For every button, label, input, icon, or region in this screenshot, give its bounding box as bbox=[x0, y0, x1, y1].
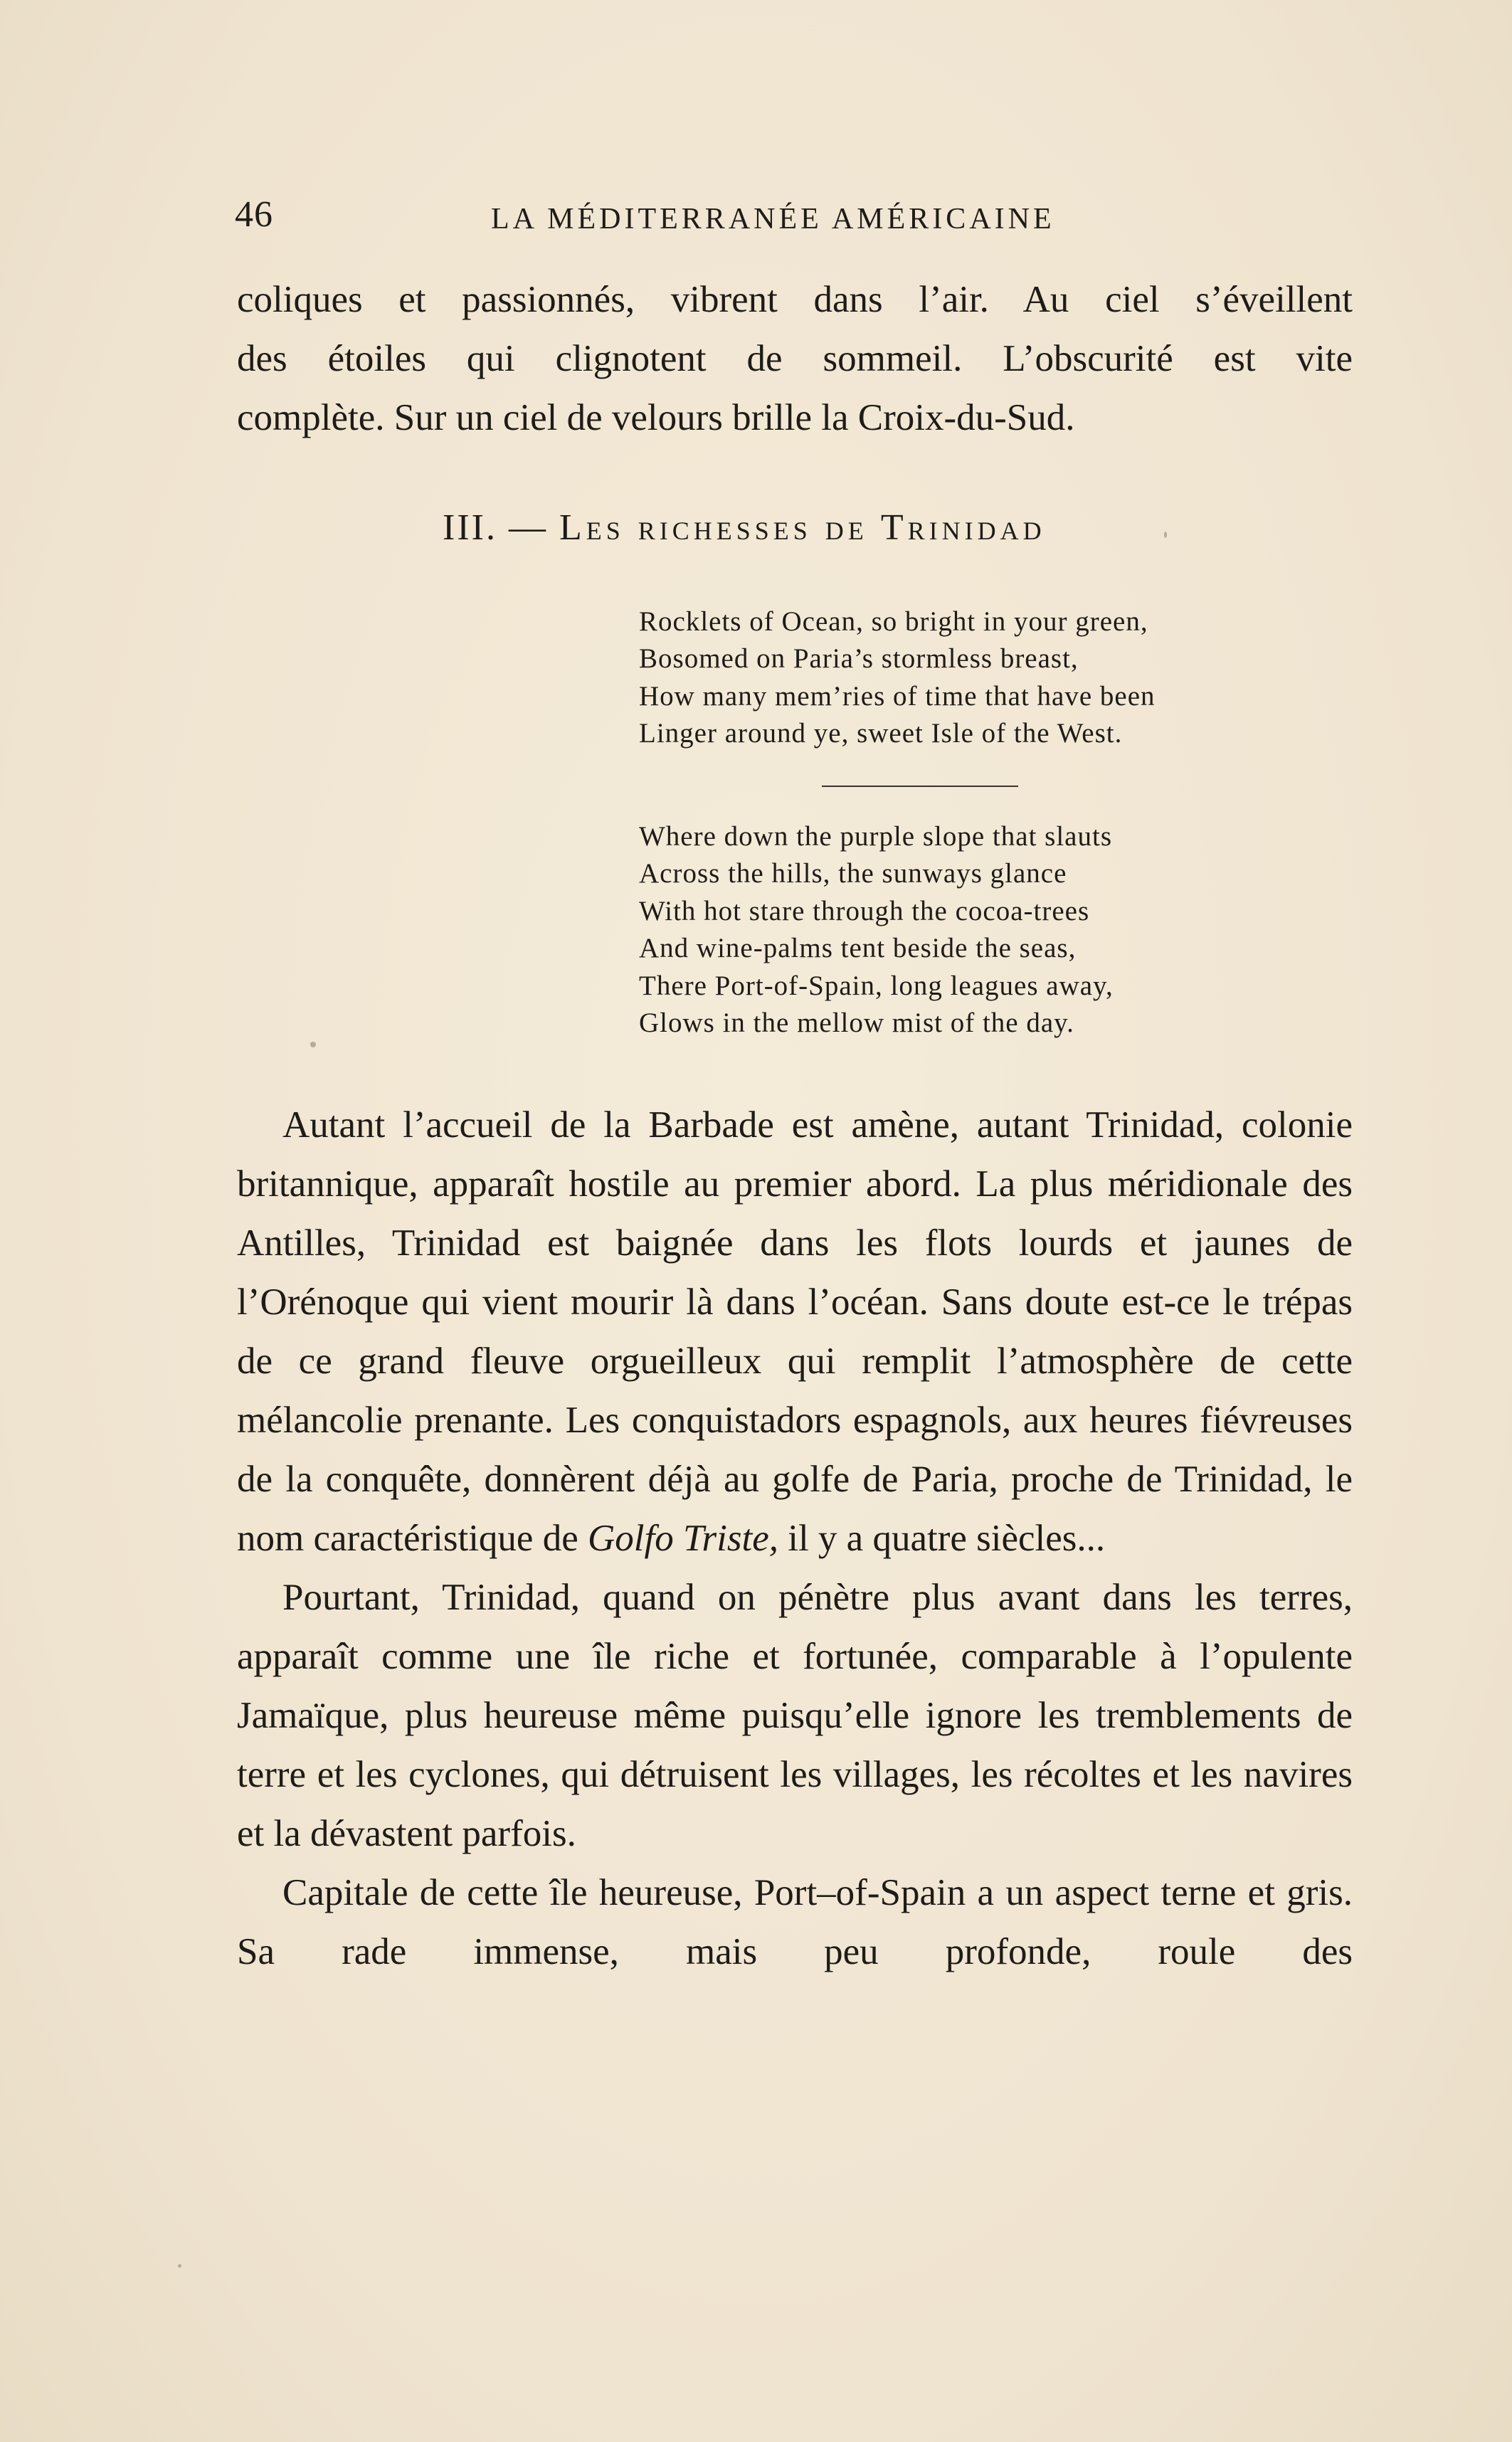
verse-line: How many mem’ries of time that have been bbox=[639, 680, 1156, 712]
top-paragraph bbox=[237, 270, 1353, 448]
paragraph-text: il y a quatre siècles... bbox=[778, 1518, 1106, 1559]
text-line: complète. Sur un ciel de velours brille la Croix-du-Sud. bbox=[237, 397, 1075, 438]
italic-term: Golfo Triste, bbox=[587, 1518, 778, 1559]
separator-rule bbox=[822, 786, 1018, 787]
paper-speck bbox=[1164, 532, 1167, 538]
paragraph bbox=[237, 1096, 1353, 1568]
epigraph-stanza-1 bbox=[639, 603, 1350, 753]
section-number: III. — bbox=[443, 507, 548, 548]
text-line: des étoiles qui clignotent de sommeil. L’obscurité est vite bbox=[237, 338, 1353, 379]
paragraph: Capitale de cette île heureuse, Port–of-Spain a un aspect terne et gris. Sa rade immense, mais peu profonde, roule des bbox=[237, 1872, 1353, 1972]
epigraph-stanza-2 bbox=[639, 818, 1350, 1042]
page-number: 46 bbox=[235, 194, 273, 235]
paragraph-text: Autant l’accueil de la Barbade est amène, autant Trinidad, colonie britannique, apparaît hostile au premier abord. La plus méridionale des Antilles, Trinidad est baignée dans les flots lourds et jaunes de l’Orénoque qui vient mourir là dans l’océan. Sans doute est-ce le trépas de ce grand fleuve orgueilleux qui remplit l’atmosphère de cette mélancolie prenante. Les conquistadors espagnols, aux heures fiévreuses de la conquête, donnèrent déjà au golfe de Paria, proche de Trinidad, le nom caractéristique de bbox=[237, 1104, 1353, 1559]
running-head: LA MÉDITERRANÉE AMÉRICAINE bbox=[491, 203, 1055, 236]
verse-line: Across the hills, the sunways glance bbox=[639, 858, 1067, 889]
paragraph: Pourtant, Trinidad, quand on pénètre plus avant dans les terres, apparaît comme une île riche et fortunée, comparable à l’opulente Jamaïque, plus heureuse même puisqu’elle ignore les tremblements de terre et les cyclones, qui détruisent les villages, les récoltes et les navires et la dévastent parfois. bbox=[237, 1577, 1353, 1854]
verse-line: Glows in the mellow mist of the day. bbox=[639, 1008, 1074, 1039]
section-heading bbox=[443, 507, 1046, 549]
verse-line: Where down the purple slope that slauts bbox=[639, 821, 1112, 852]
section-title: Les richesses de Trinidad bbox=[559, 507, 1046, 548]
page-header bbox=[235, 194, 1352, 243]
paper-speck bbox=[310, 1042, 316, 1047]
verse-line: With hot stare through the cocoa-trees bbox=[639, 895, 1090, 926]
verse-line: Linger around ye, sweet Isle of the West. bbox=[639, 718, 1123, 749]
verse-line: Bosomed on Paria’s stormless breast, bbox=[639, 643, 1079, 675]
paper-speck bbox=[178, 2264, 181, 2268]
verse-line: There Port-of-Spain, long leagues away, bbox=[639, 970, 1114, 1001]
text-line: coliques et passionnés, vibrent dans l’air. Au ciel s’éveillent bbox=[237, 279, 1353, 320]
verse-line: Rocklets of Ocean, so bright in your green, bbox=[639, 606, 1148, 637]
body-text bbox=[237, 1096, 1353, 1982]
verse-line: And wine-palms tent beside the seas, bbox=[639, 933, 1077, 964]
